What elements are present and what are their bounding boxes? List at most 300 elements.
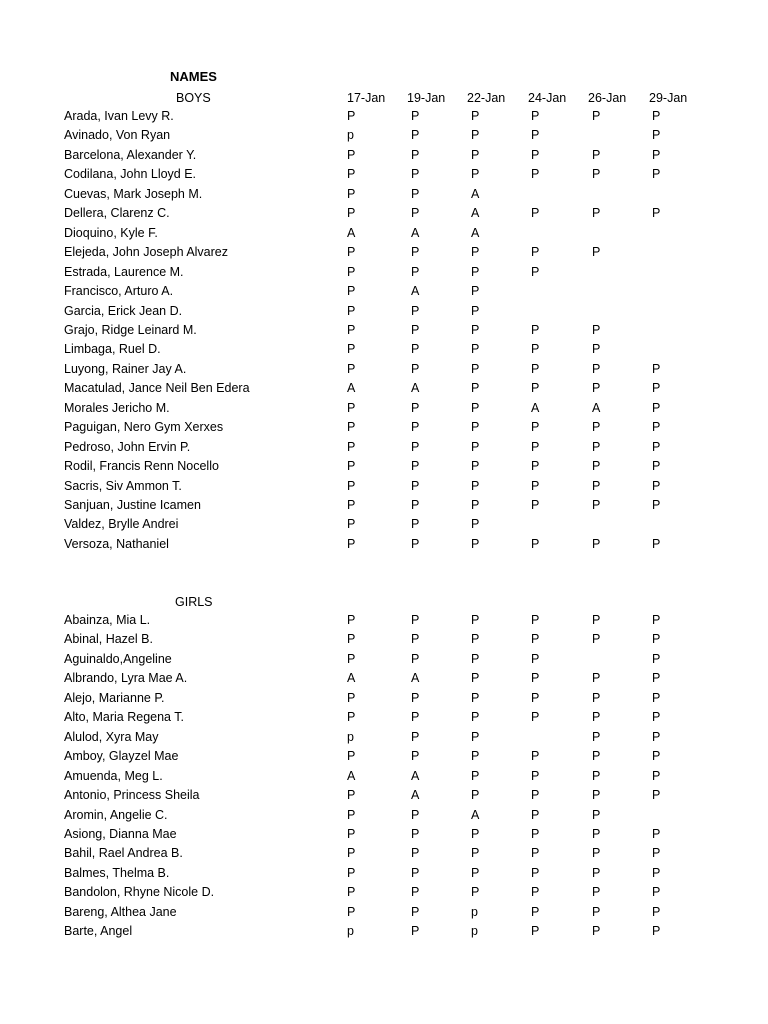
attendance-mark: P [411,690,420,705]
student-name: Cuevas, Mark Joseph M. [64,186,203,201]
attendance-mark: P [592,478,601,493]
attendance-mark: P [411,536,420,551]
attendance-mark: P [347,342,356,357]
attendance-mark: P [531,478,540,493]
attendance-mark: P [411,632,420,647]
table-row [0,808,768,827]
student-name: Paguigan, Nero Gym Xerxes [64,420,224,435]
student-name: Versoza, Nathaniel [64,536,169,551]
attendance-mark: P [347,904,356,919]
attendance-mark: P [411,206,420,221]
attendance-mark: P [592,439,601,454]
student-name: Codilana, John Lloyd E. [64,167,197,182]
attendance-mark: A [471,807,480,822]
attendance-mark: P [347,498,356,512]
attendance-mark: P [471,361,480,376]
attendance-mark: A [347,768,356,783]
attendance-mark: P [411,846,420,861]
attendance-mark: P [411,865,420,880]
attendance-mark: P [531,924,540,939]
attendance-mark: P [471,167,480,182]
student-name: Amuenda, Meg L. [64,768,163,783]
attendance-mark: P [592,613,601,627]
attendance-mark: P [411,498,420,512]
attendance-mark: A [347,381,356,396]
attendance-mark: P [592,342,601,357]
attendance-mark: A [411,768,420,783]
table-row [0,479,768,498]
attendance-mark: P [411,342,420,357]
attendance-mark: P [347,846,356,861]
table-row [0,128,768,147]
student-name: Alto, Maria Regena T. [64,710,184,725]
attendance-mark: p [347,128,354,143]
attendance-mark: P [652,768,661,783]
attendance-mark: P [471,498,480,512]
student-name: Albrando, Lyra Mae A. [64,671,188,686]
attendance-mark: P [347,885,356,900]
table-row [0,866,768,885]
student-name: Bareng, Althea Jane [64,904,177,919]
attendance-mark: P [531,768,540,783]
attendance-mark: p [347,924,354,939]
table-row [0,148,768,167]
attendance-mark: P [347,439,356,454]
table-row [0,167,768,186]
attendance-mark: P [471,671,480,686]
table-row [0,537,768,556]
attendance-mark: A [471,186,480,201]
attendance-mark: P [411,459,420,474]
student-name: Dellera, Clarenz C. [64,206,170,221]
attendance-mark: P [531,264,540,279]
attendance-mark: P [411,924,420,939]
attendance-mark: P [531,322,540,337]
attendance-mark: P [471,478,480,493]
attendance-mark: P [411,826,420,841]
attendance-mark: P [411,749,420,764]
attendance-mark: P [531,459,540,474]
student-name: Antonio, Princess Sheila [64,788,200,803]
attendance-mark: P [592,749,601,764]
attendance-mark: p [471,904,478,919]
table-row [0,420,768,439]
student-name: Elejeda, John Joseph Alvarez [64,245,228,260]
attendance-mark: P [652,109,661,123]
attendance-mark: P [471,420,480,435]
attendance-mark: P [471,459,480,474]
table-row [0,613,768,632]
attendance-mark: P [471,826,480,841]
table-row [0,749,768,768]
attendance-mark: P [347,147,356,162]
attendance-mark: A [471,206,480,221]
attendance-mark: P [531,109,540,123]
attendance-mark: P [592,167,601,182]
attendance-mark: P [592,807,601,822]
attendance-mark: P [531,807,540,822]
attendance-mark: P [347,361,356,376]
attendance-mark: P [411,710,420,725]
attendance-mark: P [592,768,601,783]
attendance-mark: P [471,651,480,666]
attendance-mark: P [652,632,661,647]
attendance-mark: P [592,885,601,900]
attendance-mark: P [411,303,420,318]
attendance-mark: P [411,729,420,744]
attendance-mark: P [531,651,540,666]
attendance-mark: P [411,439,420,454]
attendance-mark: P [531,865,540,880]
attendance-mark: P [411,322,420,337]
student-name: Bahil, Rael Andrea B. [64,846,183,861]
attendance-mark: P [592,865,601,880]
attendance-mark: P [471,536,480,551]
table-row [0,245,768,264]
attendance-mark: P [347,420,356,435]
table-row [0,769,768,788]
attendance-mark: P [347,536,356,551]
table-row [0,905,768,924]
attendance-mark: P [531,632,540,647]
attendance-mark: P [471,284,480,299]
attendance-mark: P [652,361,661,376]
attendance-mark: P [531,710,540,725]
attendance-mark: P [592,498,601,512]
student-name: Barcelona, Alexander Y. [64,147,197,162]
attendance-mark: P [531,381,540,396]
student-name: Grajo, Ridge Leinard M. [64,322,197,337]
attendance-mark: P [652,128,661,143]
attendance-mark: P [347,690,356,705]
student-name: Sanjuan, Justine Icamen [64,498,201,512]
attendance-mark: P [411,147,420,162]
attendance-mark: P [531,498,540,512]
attendance-mark: P [531,167,540,182]
attendance-mark: P [592,361,601,376]
table-row [0,827,768,846]
table-row [0,342,768,361]
student-name: Asiong, Dianna Mae [64,826,177,841]
attendance-mark: P [347,167,356,182]
attendance-mark: P [347,284,356,299]
attendance-mark: P [347,186,356,201]
student-name: Aromin, Angelie C. [64,807,168,822]
attendance-mark: P [652,885,661,900]
attendance-mark: P [652,478,661,493]
attendance-mark: P [347,788,356,803]
table-row [0,381,768,400]
attendance-mark: P [592,924,601,939]
table-row [0,459,768,478]
attendance-mark: P [411,420,420,435]
date-header-6: 29-Jan [649,91,688,105]
student-name: Morales Jericho M. [64,400,170,415]
table-row [0,109,768,128]
attendance-mark: P [652,651,661,666]
attendance-mark: P [347,865,356,880]
attendance-mark: P [652,690,661,705]
attendance-mark: P [347,613,356,627]
attendance-mark: P [411,613,420,627]
attendance-mark: P [592,788,601,803]
attendance-mark: P [411,478,420,493]
attendance-mark: P [411,885,420,900]
attendance-mark: P [471,885,480,900]
attendance-mark: p [471,924,478,939]
attendance-mark: P [411,651,420,666]
attendance-mark: P [347,459,356,474]
attendance-mark: P [471,400,480,415]
table-row [0,206,768,225]
attendance-mark: P [652,536,661,551]
attendance-mark: P [471,147,480,162]
attendance-mark: P [411,128,420,143]
attendance-mark: P [347,632,356,647]
attendance-mark: A [347,671,356,686]
attendance-mark: P [347,651,356,666]
attendance-mark: P [471,846,480,861]
attendance-mark: P [531,147,540,162]
attendance-mark: P [531,128,540,143]
attendance-mark: P [347,322,356,337]
table-row [0,187,768,206]
student-name: Limbaga, Ruel D. [64,342,161,357]
attendance-mark: P [592,245,601,260]
attendance-mark: P [411,361,420,376]
table-row [0,517,768,536]
attendance-mark: P [652,729,661,744]
student-name: Rodil, Francis Renn Nocello [64,459,219,474]
attendance-mark: P [471,303,480,318]
student-name: Avinado, Von Ryan [64,128,171,143]
attendance-mark: P [652,613,661,627]
attendance-mark: P [652,206,661,221]
attendance-mark: P [652,710,661,725]
attendance-mark: P [531,826,540,841]
table-row [0,730,768,749]
attendance-mark: P [471,729,480,744]
attendance-mark: P [531,788,540,803]
attendance-mark: P [652,381,661,396]
student-name: Arada, Ivan Levy R. [64,109,174,123]
attendance-mark: P [592,536,601,551]
date-header-4: 24-Jan [528,91,567,105]
attendance-mark: P [652,147,661,162]
attendance-mark: P [531,904,540,919]
attendance-mark: P [471,788,480,803]
table-row [0,652,768,671]
attendance-mark: P [471,342,480,357]
page-title: NAMES [170,69,217,84]
attendance-mark: P [652,924,661,939]
attendance-mark: P [411,517,420,532]
attendance-mark: P [347,826,356,841]
student-name: Abainza, Mia L. [64,613,151,627]
attendance-mark: P [471,439,480,454]
attendance-mark: A [411,225,420,240]
attendance-mark: A [347,225,356,240]
attendance-mark: P [592,322,601,337]
student-name: Macatulad, Jance Neil Ben Edera [64,381,250,396]
attendance-mark: P [531,885,540,900]
attendance-mark: P [471,109,480,123]
table-row [0,440,768,459]
attendance-mark: P [592,459,601,474]
student-name: Sacris, Siv Ammon T. [64,478,182,493]
date-header-2: 19-Jan [407,91,446,105]
attendance-mark: P [411,245,420,260]
student-name: Pedroso, John Ervin P. [64,439,191,454]
attendance-mark: P [411,109,420,123]
student-name: Bandolon, Rhyne Nicole D. [64,885,215,900]
attendance-mark: P [531,690,540,705]
table-row [0,924,768,943]
attendance-mark: P [531,749,540,764]
student-name: Alejo, Marianne P. [64,690,165,705]
table-row [0,304,768,323]
attendance-mark: P [471,128,480,143]
attendance-mark: P [471,749,480,764]
attendance-mark: p [347,729,354,744]
attendance-mark: P [652,439,661,454]
attendance-mark: P [531,671,540,686]
attendance-mark: P [347,245,356,260]
table-row [0,710,768,729]
student-name: Abinal, Hazel B. [64,632,153,647]
attendance-mark: P [471,517,480,532]
table-row [0,265,768,284]
attendance-mark: P [471,768,480,783]
attendance-mark: P [652,846,661,861]
attendance-mark: P [531,536,540,551]
attendance-mark: A [471,225,480,240]
attendance-mark: P [347,517,356,532]
attendance-mark: P [471,613,480,627]
table-row [0,671,768,690]
attendance-mark: P [592,671,601,686]
attendance-mark: P [531,206,540,221]
attendance-mark: P [531,361,540,376]
attendance-mark: P [531,420,540,435]
table-row [0,691,768,710]
student-name: Francisco, Arturo A. [64,284,174,299]
table-row [0,284,768,303]
attendance-mark: P [592,904,601,919]
attendance-mark: P [347,206,356,221]
attendance-mark: A [411,381,420,396]
girls-heading: GIRLS [175,595,213,609]
student-name: Luyong, Rainer Jay A. [64,361,187,376]
table-row [0,788,768,807]
attendance-mark: P [592,381,601,396]
attendance-mark: P [592,690,601,705]
attendance-mark: P [411,807,420,822]
attendance-mark: P [471,381,480,396]
student-name: Garcia, Erick Jean D. [64,303,183,318]
attendance-mark: P [652,498,661,512]
attendance-mark: P [592,420,601,435]
attendance-mark: P [347,710,356,725]
attendance-mark: P [652,826,661,841]
attendance-mark: P [471,690,480,705]
table-row [0,323,768,342]
attendance-mark: P [652,749,661,764]
student-name: Valdez, Brylle Andrei [64,517,179,532]
attendance-mark: P [652,400,661,415]
table-row [0,632,768,651]
attendance-mark: P [592,147,601,162]
attendance-mark: P [652,865,661,880]
student-name: Balmes, Thelma B. [64,865,170,880]
attendance-mark: P [347,400,356,415]
attendance-mark: P [652,788,661,803]
table-row [0,498,768,517]
attendance-mark: A [531,400,540,415]
date-header-3: 22-Jan [467,91,506,105]
attendance-mark: P [411,186,420,201]
attendance-mark: A [411,788,420,803]
attendance-mark: P [652,420,661,435]
attendance-mark: P [652,167,661,182]
attendance-mark: P [471,632,480,647]
student-name: Estrada, Laurence M. [64,264,184,279]
table-row [0,846,768,865]
attendance-mark: P [411,400,420,415]
boys-heading: BOYS [176,91,211,105]
attendance-mark: P [592,826,601,841]
date-header-5: 26-Jan [588,91,627,105]
table-row [0,362,768,381]
table-row [0,226,768,245]
attendance-mark: P [471,264,480,279]
attendance-mark: P [592,729,601,744]
attendance-mark: P [531,846,540,861]
table-row [0,885,768,904]
attendance-mark: P [592,846,601,861]
attendance-mark: P [471,710,480,725]
attendance-mark: P [471,865,480,880]
attendance-mark: P [531,245,540,260]
attendance-mark: P [652,904,661,919]
attendance-mark: P [531,342,540,357]
attendance-mark: P [531,439,540,454]
attendance-mark: P [531,613,540,627]
student-name: Barte, Angel [64,924,133,939]
student-name: Dioquino, Kyle F. [64,225,158,240]
attendance-mark: P [347,807,356,822]
attendance-mark: A [411,284,420,299]
attendance-mark: P [347,109,356,123]
attendance-mark: P [411,167,420,182]
table-row [0,401,768,420]
attendance-mark: A [592,400,601,415]
date-header-1: 17-Jan [347,91,386,105]
student-name: Amboy, Glayzel Mae [64,749,179,764]
attendance-mark: A [411,671,420,686]
attendance-mark: P [592,632,601,647]
attendance-mark: P [347,303,356,318]
attendance-mark: P [411,904,420,919]
attendance-mark: P [471,245,480,260]
attendance-mark: P [652,671,661,686]
attendance-mark: P [347,264,356,279]
student-name: Aguinaldo,Angeline [64,651,172,666]
attendance-mark: P [347,478,356,493]
attendance-mark: P [411,264,420,279]
attendance-mark: P [471,322,480,337]
attendance-mark: P [347,749,356,764]
